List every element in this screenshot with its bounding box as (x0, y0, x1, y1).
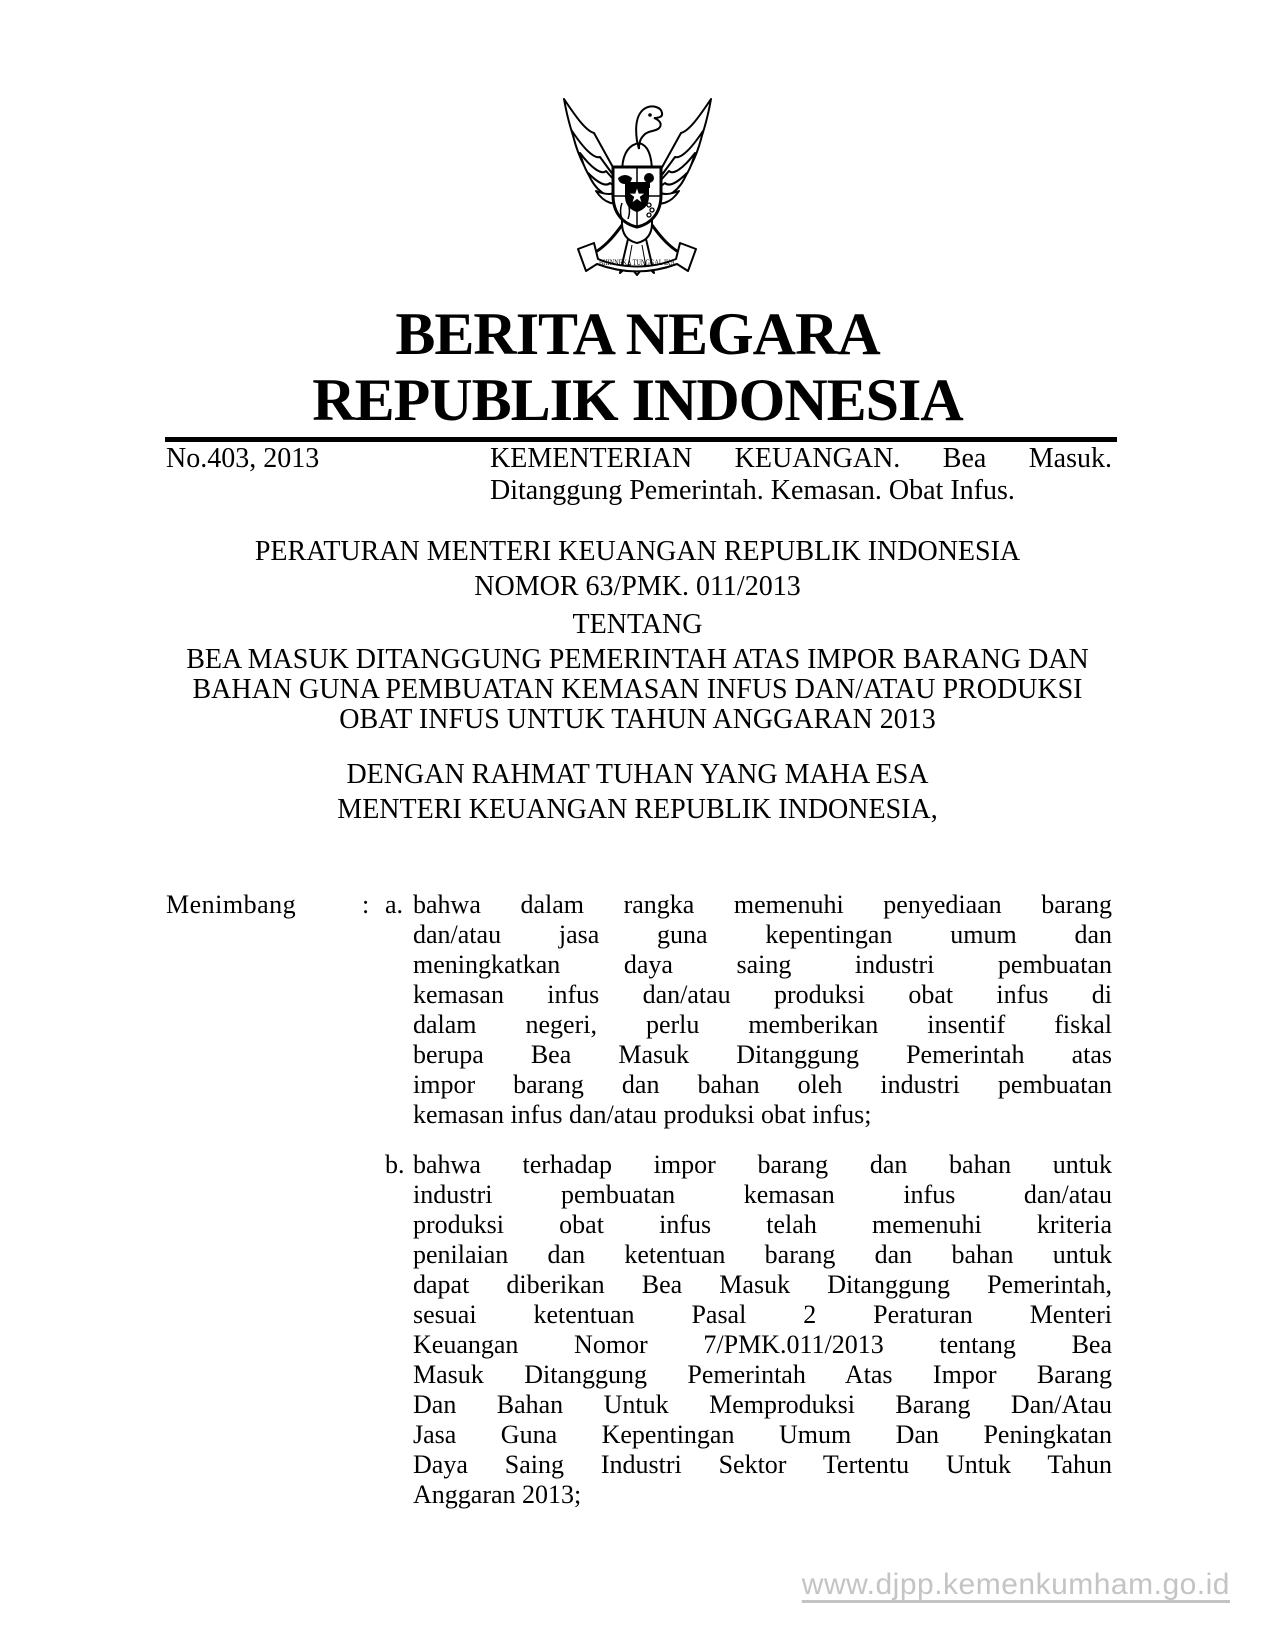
consideration-item-a (385, 890, 1112, 1130)
text-line: dalam negeri, perlu memberikan insentif fiskal (413, 1010, 1112, 1039)
text-line: penilaian dan ketentuan barang dan bahan untuk (413, 1240, 1112, 1269)
item-letter: b. (385, 1150, 405, 1179)
issue-number: No.403, 2013 (166, 443, 320, 474)
considerations-colon: : (362, 890, 370, 919)
authority: MENTERI KEUANGAN REPUBLIK INDONESIA, (337, 794, 938, 825)
text-line: dapat diberikan Bea Masuk Ditanggung Pemerintah, (413, 1270, 1112, 1299)
regulation-subject-line-2: BAHAN GUNA PEMBUATAN KEMASAN INFUS DAN/ATAU PRODUKSI (192, 674, 1083, 705)
item-text (413, 890, 1112, 1130)
garuda-icon (542, 82, 733, 282)
item-text (413, 1150, 1112, 1510)
text-line: impor barang dan bahan oleh industri pembuatan (413, 1070, 1112, 1099)
text-line: produksi obat infus telah memenuhi kriteria (413, 1210, 1112, 1239)
text-line: sesuai ketentuan Pasal 2 Peraturan Menteri (413, 1300, 1112, 1329)
text-line: meningkatkan daya saing industri pembuatan (413, 950, 1112, 979)
masthead-line-1: BERITA NEGARA (395, 301, 880, 367)
text-line: KEMENTERIAN KEUANGAN. Bea Masuk. (490, 443, 1112, 474)
text-line: Masuk Ditanggung Pemerintah Atas Impor Barang (413, 1360, 1112, 1389)
text-line: dan/atau jasa guna kepentingan umum dan (413, 920, 1112, 949)
tentang-label: TENTANG (572, 609, 703, 640)
item-letter: a. (385, 890, 404, 919)
masthead (0, 301, 1275, 433)
text-line: berupa Bea Masuk Ditanggung Pemerintah atas (413, 1040, 1112, 1069)
text-line: Dan Bahan Untuk Memproduksi Barang Dan/Atau (413, 1390, 1112, 1419)
garuda-pancasila-emblem (542, 82, 733, 282)
text-line: kemasan infus dan/atau produksi obat infus di (413, 980, 1112, 1009)
text-line: Anggaran 2013; (413, 1480, 582, 1509)
masthead-line-2: REPUBLIK INDONESIA (312, 367, 963, 433)
invocation: DENGAN RAHMAT TUHAN YANG MAHA ESA (346, 759, 929, 790)
considerations-section (166, 890, 1112, 1510)
regulation-heading (0, 537, 1275, 825)
issue-subject (490, 443, 1112, 507)
regulation-number: NOMOR 63/PMK. 011/2013 (474, 571, 801, 602)
text-line: industri pembuatan kemasan infus dan/atau (413, 1180, 1112, 1209)
regulation-subject-line-3: OBAT INFUS UNTUK TAHUN ANGGARAN 2013 (339, 704, 936, 735)
ribbon-motto-text: BHINNEKA TUNGGAL IKA (599, 258, 676, 267)
masthead-divider (165, 437, 1117, 442)
consideration-item-b (385, 1150, 1112, 1510)
regulation-subject-line-1: BEA MASUK DITANGGUNG PEMERINTAH ATAS IMPOR BARANG DAN (186, 644, 1089, 675)
text-line: Ditanggung Pemerintah. Kemasan. Obat Infus. (490, 475, 1015, 506)
text-line: Jasa Guna Kepentingan Umum Dan Peningkatan (413, 1420, 1112, 1449)
watermark-link[interactable]: www.djpp.kemenkumham.go.id (801, 1568, 1230, 1601)
text-line: bahwa dalam rangka memenuhi penyediaan barang (413, 890, 1112, 919)
text-line: bahwa terhadap impor barang dan bahan untuk (413, 1150, 1112, 1179)
text-line: kemasan infus dan/atau produksi obat infus; (413, 1100, 872, 1129)
considerations-label: Menimbang (166, 890, 297, 919)
text-line: Keuangan Nomor 7/PMK.011/2013 tentang Bea (413, 1330, 1112, 1359)
regulation-title: PERATURAN MENTERI KEUANGAN REPUBLIK INDONESIA (254, 536, 1021, 567)
considerations-items (385, 890, 1112, 1510)
text-line: Daya Saing Industri Sektor Tertentu Untuk Tahun (413, 1450, 1112, 1479)
